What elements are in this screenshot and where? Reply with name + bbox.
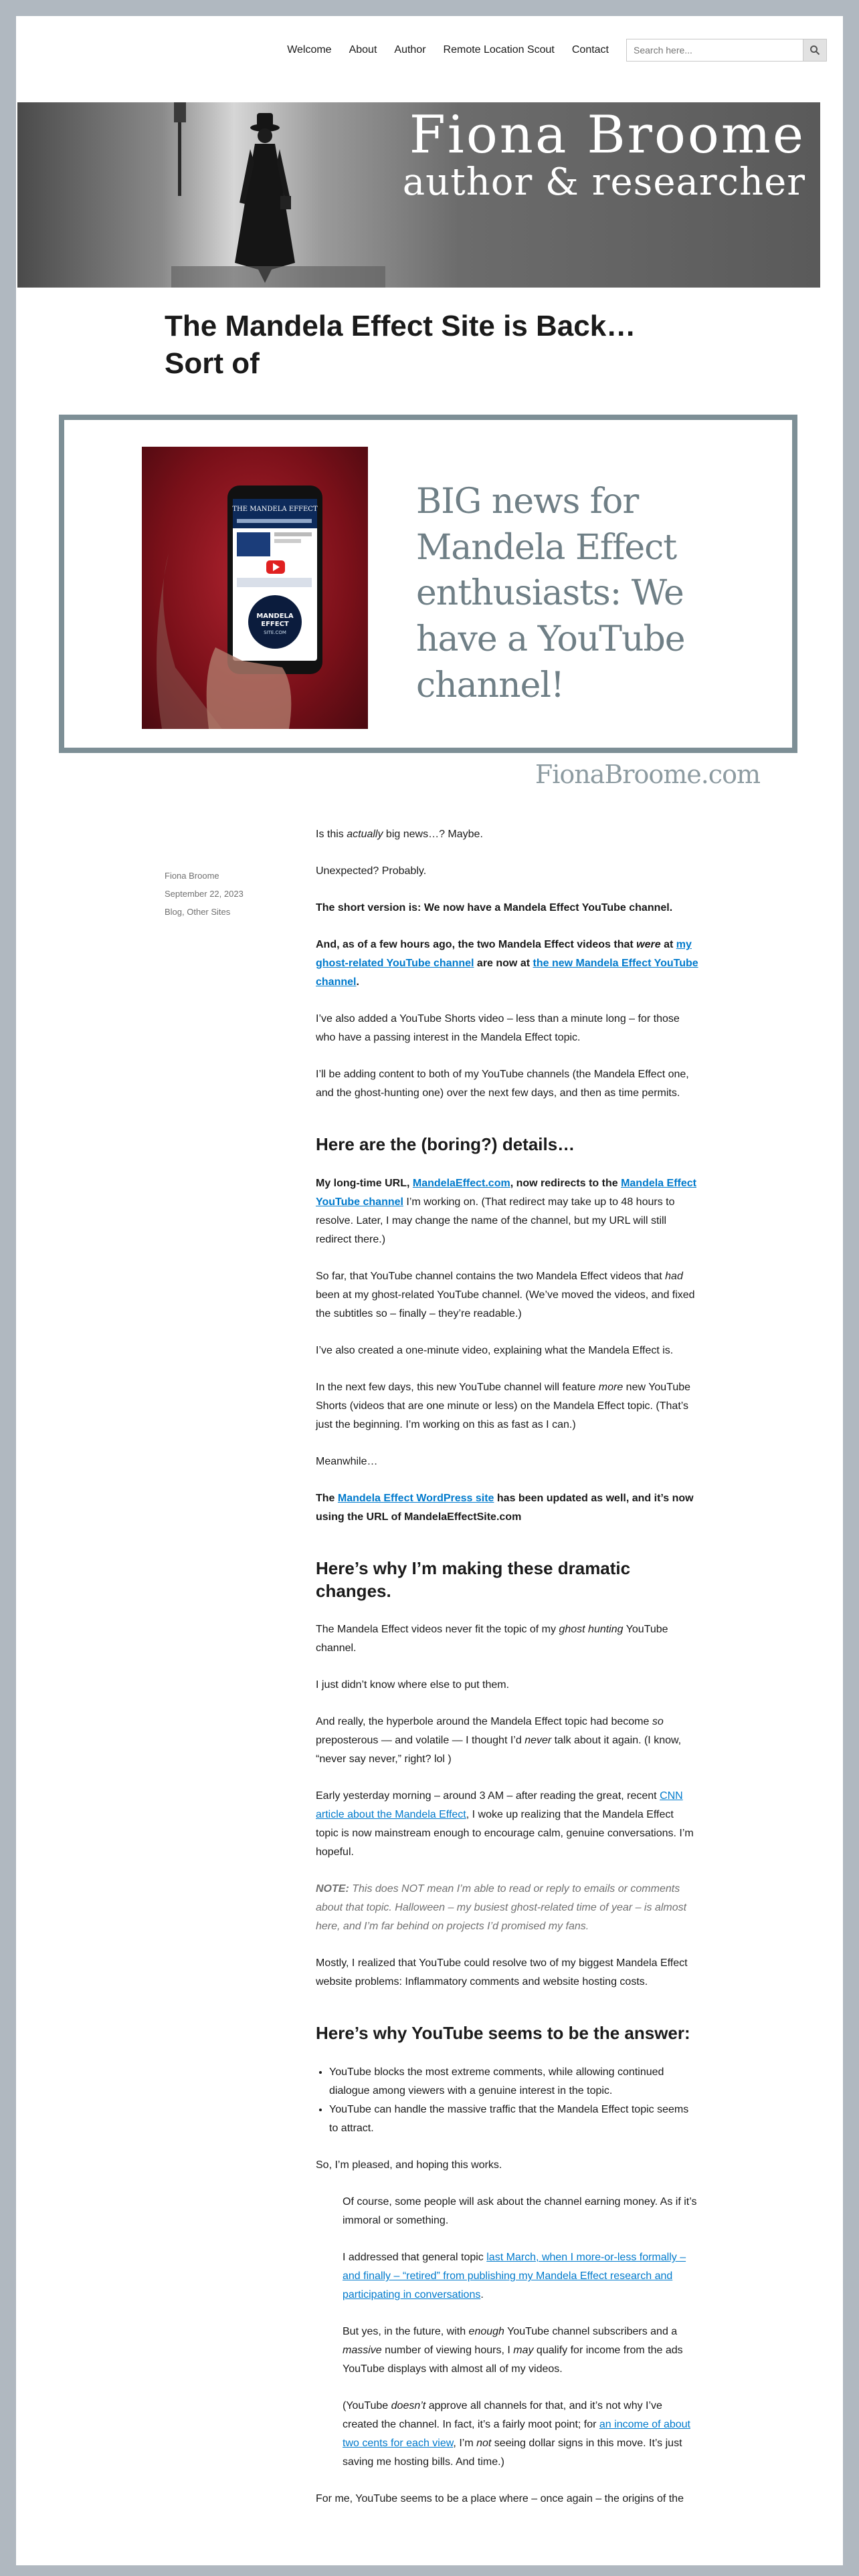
paragraph: Unexpected? Probably.: [316, 865, 427, 877]
nav-item-contact[interactable]: Contact: [571, 44, 609, 56]
paragraph: But yes, in the future, with enough YouTube channel subscribers and a massive number of viewing hours, I may qualify for income from the ads YouTube displays with almost all of my videos.: [343, 2326, 683, 2375]
post-categories[interactable]: Blog, Other Sites: [165, 907, 231, 917]
link-ghost-channel[interactable]: my ghost-related YouTube channel: [316, 939, 692, 969]
paragraph: The short version is: We now have a Mandela Effect YouTube channel.: [316, 902, 673, 914]
link-mandela-youtube-channel[interactable]: Mandela Effect YouTube channel: [316, 1177, 696, 1208]
paragraph: My long-time URL, MandelaEffect.com, now redirects to the Mandela Effect YouTube channel I’m working on. (That redirect may take up to 48 hours to resolve. Later, I may change the name of the channel, but my URL will still redirect there.): [316, 1177, 696, 1245]
list-item: • YouTube can handle the massive traffic that the Mandela Effect topic seems to attract.: [329, 2101, 698, 2138]
bullet-list: [316, 2063, 698, 2138]
paragraph: In the next few days, this new YouTube channel will feature more new YouTube Shorts (videos that are one minute or less) on the Mandela Effect topic. (That’s just the beginning. I’m working on this as fast as I can.): [316, 1381, 691, 1430]
paragraph: I’ll be adding content to both of my YouTube channels (the Mandela Effect one, and the ghost-hunting one) over the next few days, and then as time permits.: [316, 1069, 689, 1099]
paragraph: For me, YouTube seems to be a place where – once again – the origins of the: [316, 2493, 684, 2505]
main-nav: [270, 39, 827, 62]
site-title: [402, 105, 805, 204]
note-blockquote: NOTE: This does NOT mean I’m able to read or reply to emails or comments about that topic. Halloween – my busiest ghost-related time of year – is almost here, and I’m far behind on projects I’d promised my fans.: [316, 1883, 687, 1933]
paragraph: I addressed that general topic last March, when I more-or-less formally – and finally – “retired” from publishing my Mandela Effect research and participating in conversations.: [343, 2252, 686, 2301]
paragraph: Meanwhile…: [316, 1455, 378, 1467]
nav-item-remote-location-scout[interactable]: Remote Location Scout: [443, 44, 555, 56]
link-retired-post[interactable]: last March, when I more-or-less formally – and finally – “retired” from publishing my Mandela Effect research and participating in conversations: [343, 2252, 686, 2301]
link-wordpress-site[interactable]: Mandela Effect WordPress site: [337, 1492, 494, 1504]
phone-badge-line2: EFFECT: [261, 621, 289, 628]
header-banner[interactable]: [17, 102, 820, 288]
hand-phone-graphic: [142, 447, 368, 729]
post-author[interactable]: Fiona Broome: [165, 871, 219, 881]
post-meta: [165, 867, 244, 921]
paragraph: I’ve also created a one-minute video, explaining what the Mandela Effect is.: [316, 1344, 674, 1356]
paragraph: Early yesterday morning – around 3 AM – after reading the great, recent CNN article about the Mandela Effect, I woke up realizing that the Mandela Effect topic is now mainstream enough to encourage calm, genuine conversations. I’m hopeful.: [316, 1790, 694, 1858]
paragraph: Is this actually big news…? Maybe.: [316, 829, 483, 840]
site-tagline: author & researcher: [402, 160, 805, 204]
paragraph: I’ve also added a YouTube Shorts video – less than a minute long – for those who have a passing interest in the Mandela Effect topic.: [316, 1013, 680, 1043]
search-icon: [809, 45, 820, 56]
search-button[interactable]: [803, 39, 826, 61]
post-content: [316, 825, 698, 2527]
nav-item-author[interactable]: Author: [394, 44, 426, 56]
link-income-per-view[interactable]: an income of about two cents for each view: [343, 2419, 690, 2450]
phone-photo: [142, 447, 368, 729]
section-heading: Here’s why YouTube seems to be the answer:: [316, 2023, 690, 2044]
search-box: [626, 39, 827, 62]
link-mandelaeffect-com[interactable]: MandelaEffect.com: [412, 1177, 510, 1189]
section-heading: Here are the (boring?) details…: [316, 1134, 575, 1154]
nav-item-welcome[interactable]: Welcome: [287, 44, 332, 56]
site-title-name: Fiona Broome: [409, 105, 805, 165]
nav-item-about[interactable]: About: [349, 44, 377, 56]
image-watermark: FionaBroome.com: [535, 760, 760, 789]
paragraph: Of course, some people will ask about the channel earning money. As if it’s immoral or something.: [343, 2196, 697, 2227]
paragraph: So far, that YouTube channel contains the two Mandela Effect videos that had been at my ghost-related YouTube channel. (We’ve moved the videos, and fixed the subtitles so – finally – they’re readable.): [316, 1270, 695, 1319]
paragraph: I just didn’t know where else to put them.: [316, 1679, 510, 1691]
post-title: The Mandela Effect Site is Back… Sort of: [165, 310, 636, 381]
phone-screen-heading: THE MANDELA EFFECT: [232, 506, 318, 513]
paragraph: And, as of a few hours ago, the two Mandela Effect videos that were at my ghost-related YouTube channel are now at the new Mandela Effect YouTube channel.: [316, 939, 698, 988]
featured-image: [59, 415, 797, 753]
page: [16, 16, 843, 2565]
phone-badge-line3: SITE.COM: [264, 630, 286, 635]
paragraph: The Mandela Effect WordPress site has been updated as well, and it’s now using the URL of MandelaEffectSite.com: [316, 1492, 694, 1523]
paragraph: (YouTube doesn’t approve all channels for that, and it’s not why I’ve created the channel. In fact, it’s a fairly moot point; for an income of about two cents for each view, I’m not seeing dollar signs in this move. It’s just saving me hosting bills. And time.): [343, 2400, 690, 2468]
paragraph: The Mandela Effect videos never fit the topic of my ghost hunting YouTube channel.: [316, 1624, 668, 1654]
post-date[interactable]: September 22, 2023: [165, 889, 244, 899]
section-heading: Here’s why I’m making these dramatic changes.: [316, 1558, 631, 1601]
list-item: • YouTube blocks the most extreme comments, while allowing continued dialogue among viewers with a genuine interest in the topic.: [329, 2063, 698, 2101]
phone-badge-line1: MANDELA: [256, 613, 294, 620]
paragraph: Mostly, I realized that YouTube could resolve two of my biggest Mandela Effect website problems: Inflammatory comments and website hosting costs.: [316, 1957, 688, 1988]
link-cnn-article[interactable]: CNN article about the Mandela Effect: [316, 1790, 683, 1821]
link-mandela-channel[interactable]: the new Mandela Effect YouTube channel: [316, 958, 698, 988]
featured-headline: BIG news for Mandela Effect enthusiasts: We have a YouTube channel!: [416, 481, 685, 706]
paragraph: So, I’m pleased, and hoping this works.: [316, 2159, 502, 2171]
woman-silhouette-image: [171, 102, 385, 288]
search-input[interactable]: [627, 39, 803, 61]
paragraph: And really, the hyperbole around the Mandela Effect topic had become so preposterous — and volatile — I thought I’d never talk about it again. (I know, “never say never,” right? lol ): [316, 1716, 682, 1765]
